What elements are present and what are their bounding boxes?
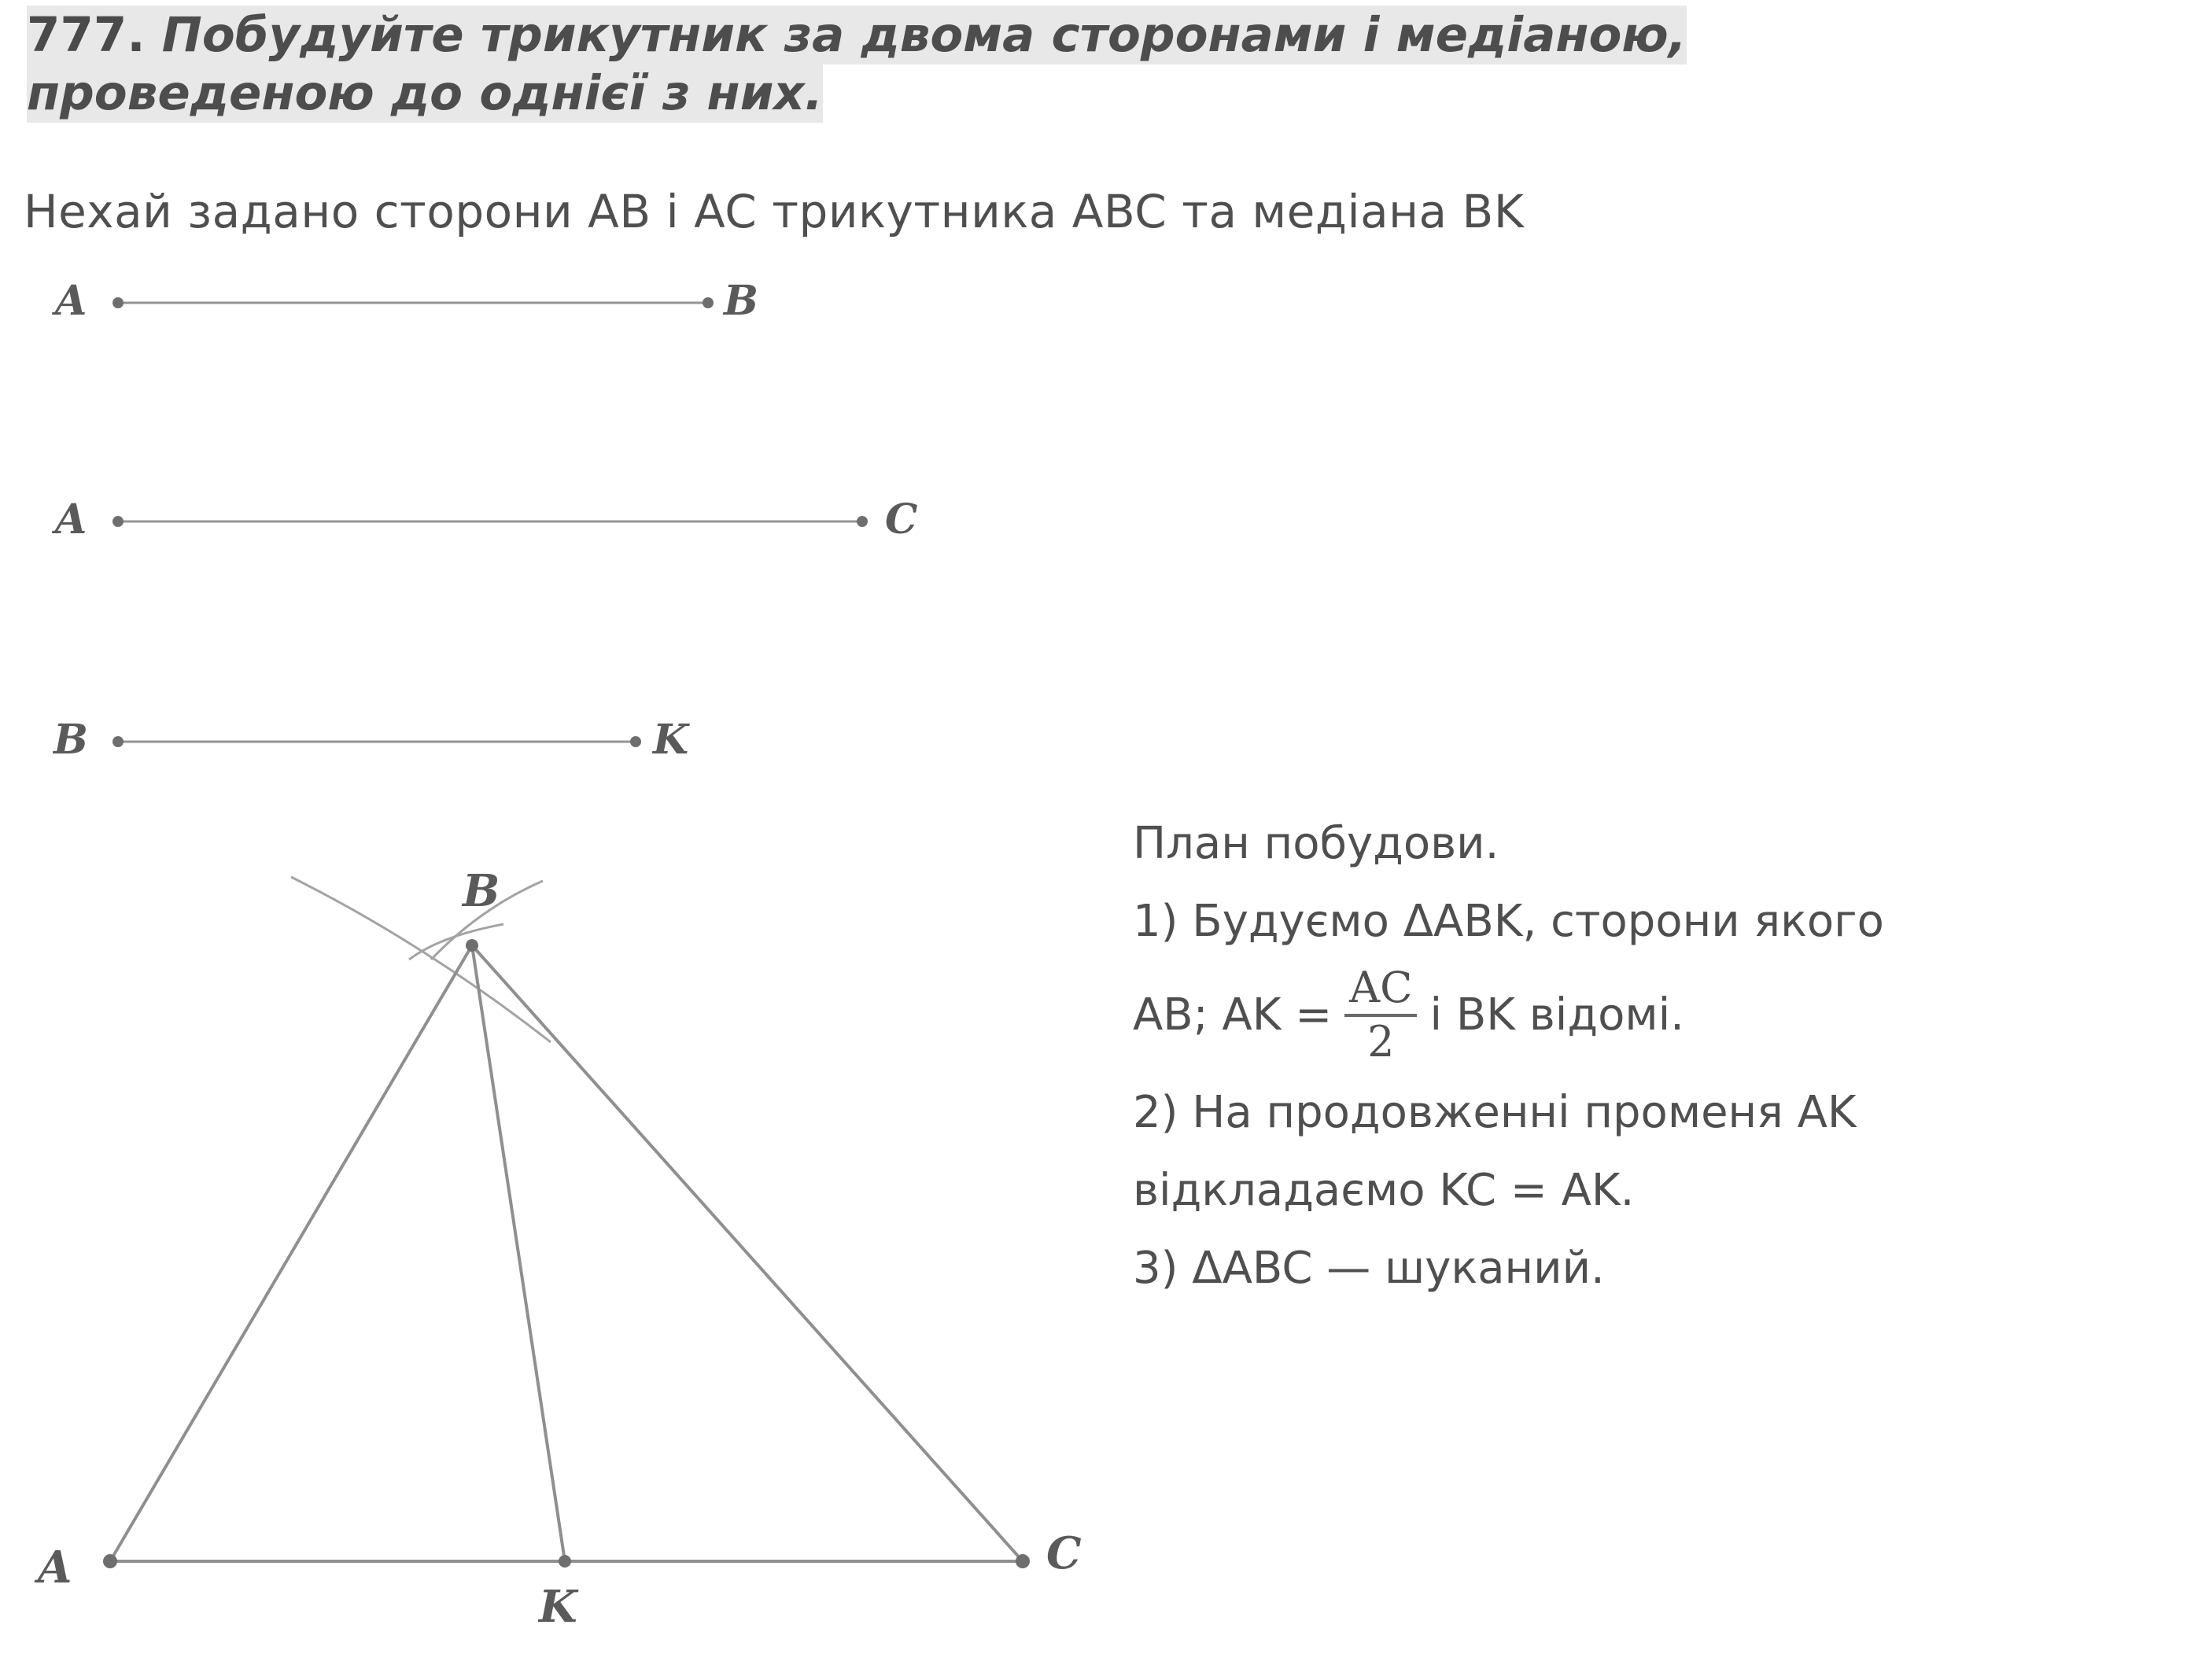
plan-step-2-line-2: відкладаємо KC = AK. <box>1133 1164 1635 1216</box>
given-segment-ac <box>0 478 983 565</box>
triangle-construction-figure <box>0 849 1141 1640</box>
plan-step-3: 3) ΔABC — шуканий. <box>1133 1242 1605 1294</box>
segment-bk-label-b: B <box>53 716 88 764</box>
problem-statement-line-2 <box>27 64 1836 123</box>
plan-step-1-suffix: і BK відомі. <box>1429 989 1684 1041</box>
segment-ac-label-a: A <box>55 496 87 543</box>
problem-number: 777. <box>27 7 146 63</box>
segment-ab-label-b: B <box>724 277 758 325</box>
segment-ab-label-a: A <box>55 277 87 325</box>
problem-statement-line-1 <box>27 6 1836 64</box>
plan-step-1-prefix: AB; AK = <box>1133 989 1333 1041</box>
segment-ac-label-c: C <box>885 496 918 543</box>
figure-label-k: K <box>539 1581 577 1633</box>
segment-bk-label-k: K <box>653 716 689 764</box>
fraction-numerator: AC <box>1349 963 1413 1013</box>
problem-heading <box>27 6 1836 123</box>
given-segment-bk <box>0 698 787 785</box>
plan-title: План побудови. <box>1133 818 1499 869</box>
fraction-denominator: 2 <box>1367 1016 1395 1067</box>
figure-label-a: A <box>38 1542 72 1593</box>
figure-label-c: C <box>1046 1527 1082 1579</box>
construction-plan <box>1133 810 2140 1313</box>
plan-step-1-line-2 <box>1133 963 2140 1067</box>
problem-statement-text-2: проведеною до однієї з них. <box>27 65 823 122</box>
triangle-drawing <box>0 849 1141 1636</box>
figure-label-b: B <box>463 865 500 917</box>
plan-step-1-line-1: 1) Будуємо ΔABK, сторони якого <box>1133 896 1884 948</box>
plan-step-2-line-1: 2) На продовженні променя AK <box>1133 1086 1857 1138</box>
problem-statement-text-1: Побудуйте трикутник за двома сторонами і медіаною, <box>161 7 1687 63</box>
fraction-ac-over-2 <box>1344 963 1417 1067</box>
given-segment-ab <box>0 260 865 346</box>
problem-intro-text: Нехай задано сторони AB і AC трикутника ABC та медіана BK <box>24 185 1525 238</box>
segment-ac-drawing <box>0 478 983 565</box>
